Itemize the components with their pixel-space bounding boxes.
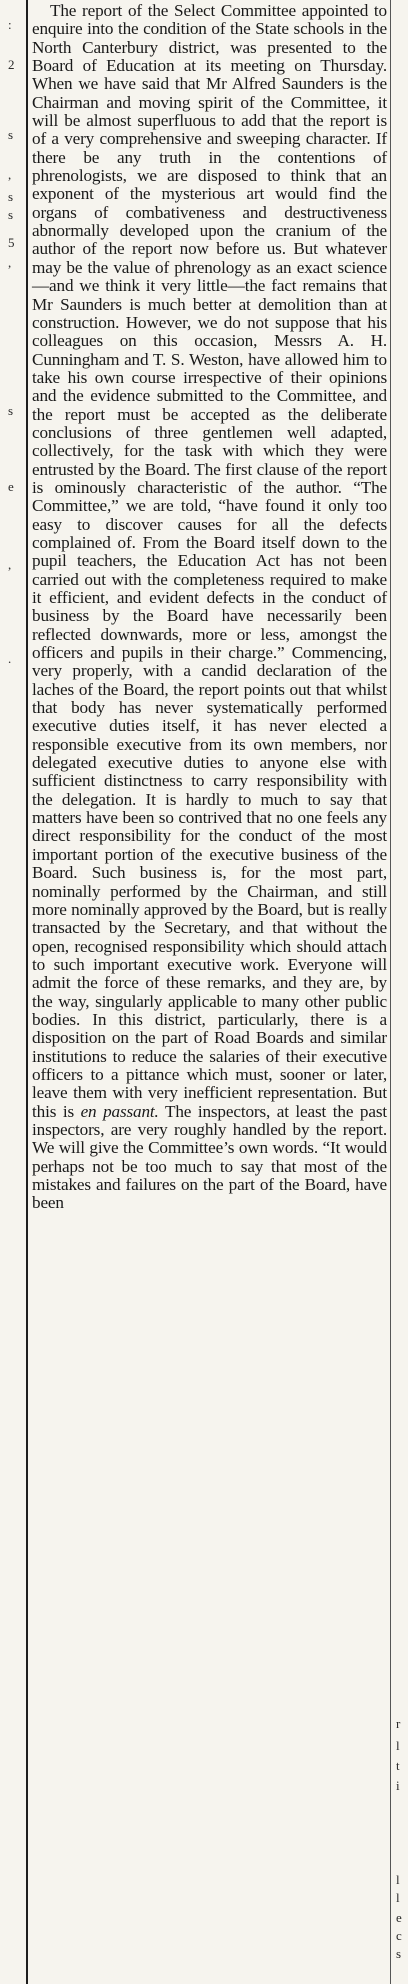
gutter-mark: 2 <box>8 57 15 72</box>
gutter-mark: l <box>396 1890 400 1905</box>
gutter-mark: , <box>8 255 12 270</box>
gutter-mark: : <box>8 17 12 32</box>
left-gutter-fragments <box>0 0 26 1984</box>
article-text: The report of the Select Committee appointed to enquire into the condition of the State schools in the North Canterbury district, was presented to the Board of Education at its meeting on Thursday. When we have said that Mr Alfred Saunders is the Chairman and moving spirit of the Committee, it will be almost superfluous to add that the report is of a very comprehensive and sweeping character. If there be any truth in the contentions of phrenologists, we are disposed to think that an exponent of the mysterious art would find the organs of combativeness and destructiveness abnormally developed upon the cranium of the author of the report now before us. But whatever may be the value of phrenology as an exact science—and we think it very little—the fact remains that Mr Saunders is much better at demolition than at construction. However, we do not suppose that his colleagues on this occasion, Messrs A. H. Cunningham and T. S. Weston, have allowed him to take his own course irrespective of their opinions and the evidence submitted to the Committee, and the report must be accepted as the deliberate conclusions of three gentlemen well adapted, collectively, for the task with which they were entrusted by the Board. The first clause of the report is ominously characteristic of the author. “The Committee,” we are told, “have found it only too easy to discover causes for all the defects complained of. From the Board itself down to the pupil teachers, the Education Act has not been carried out with the completeness required to make it efficient, and evident defects in the conduct of business by the Board have necessarily been reflected downwards, more or less, amongst the officers and pupils in their charge.” Commencing, very properly, with a candid declaration of the laches of the Board, the report points out that whilst that body has never systematically performed executive duties itself, it has never elected a responsible executive from its own members, nor delegated executive duties to anyone else with sufficient distinctness to carry responsibility with the delegation. It is hardly to much to say that matters have been so contrived that no one feels any direct responsibility for the conduct of the most important portion of the executive business of the Board. Such business is, for the most part, nominally performed by the Chairman, and still more nominally approved by the Board, but is really transacted by the Secretary, and that without the open, recognised responsibility which should attach to such important executive work. Everyone will admit the force of these remarks, and they are, by the way, singularly applicable to many other public bodies. In this district, particularly, there is a disposition on the part of Road Boards and similar institutions to reduce the salaries of their executive officers to a pittance which must, sooner or later, leave them with very inefficient representation. But this is <box>32 1 387 1121</box>
gutter-mark: , <box>8 167 12 182</box>
gutter-mark: e <box>396 1910 402 1925</box>
gutter-mark: e <box>8 479 14 494</box>
gutter-mark: 5 <box>8 235 15 250</box>
gutter-mark: s <box>8 207 14 222</box>
gutter-mark: r <box>396 1716 401 1731</box>
left-column-rule <box>26 0 28 1984</box>
gutter-mark: c <box>396 1928 402 1943</box>
gutter-mark: . <box>8 651 12 666</box>
gutter-mark: , <box>8 557 12 572</box>
gutter-mark: t <box>396 1758 400 1773</box>
gutter-mark: s <box>396 1946 402 1961</box>
right-column-rule <box>390 0 391 1984</box>
gutter-mark: s <box>8 189 14 204</box>
gutter-mark: s <box>8 127 14 142</box>
gutter-mark: l <box>396 1738 400 1753</box>
gutter-mark: i <box>396 1778 400 1793</box>
editorial-article <box>32 2 387 1213</box>
gutter-mark: s <box>8 403 14 418</box>
article-italic-phrase: en passant. <box>80 1101 159 1121</box>
article-text-continued: The inspectors, at least the past inspectors, are very roughly handled by the report. We will give the Committee’s own words. “It would perhaps not be too much to say that most of the mistakes and failures on the part of the Board, have been <box>32 1101 387 1213</box>
gutter-mark: l <box>396 1872 400 1887</box>
